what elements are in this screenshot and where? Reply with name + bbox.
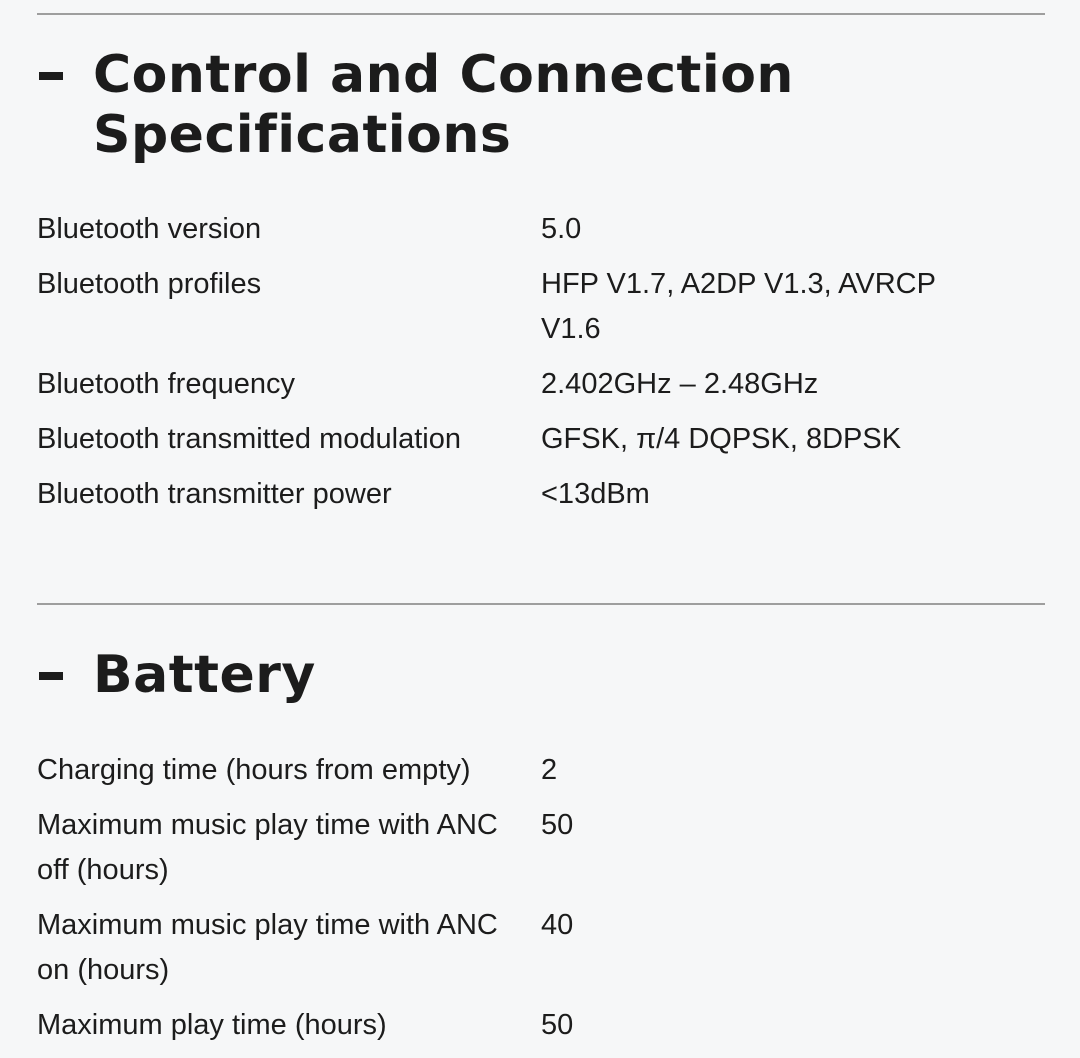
spec-value: HFP V1.7, A2DP V1.3, AVRCP V1.6 [541,268,936,345]
spec-label: Maximum music play time with ANC off (hours) [37,809,498,886]
spec-label: Bluetooth transmitter power [37,478,392,510]
spec-label: Bluetooth transmitted modulation [37,423,461,455]
spec-value: 2.402GHz – 2.48GHz [541,368,819,400]
spec-label: Bluetooth version [37,213,262,245]
spec-table [37,207,1045,517]
minus-icon [39,672,63,680]
spec-label: Bluetooth profiles [37,268,262,300]
spec-row [37,362,1045,407]
section-title [93,45,794,165]
spec-value: 50 [541,1009,574,1041]
spec-row [37,748,1045,793]
spec-value: GFSK, π/4 DQPSK, 8DPSK [541,423,902,455]
spec-row [37,803,1045,893]
spec-value: 2 [541,754,558,786]
section-divider [37,13,1045,15]
section-title-line1: Battery [93,645,316,705]
section-title-line2: Specifications [93,105,512,165]
spec-row [37,1003,1045,1048]
section-title [93,645,316,705]
spec-value: 40 [541,909,574,941]
spec-row [37,903,1045,993]
spec-table [37,748,1045,1048]
spec-row [37,207,1045,252]
spec-value: <13dBm [541,478,650,510]
control-connection-section [37,0,1045,517]
minus-icon [39,72,63,80]
spec-label: Maximum play time (hours) [37,1009,387,1041]
section-header[interactable] [37,645,1045,705]
section-divider [37,603,1045,605]
spec-page [37,0,1045,1041]
spec-label: Charging time (hours from empty) [37,754,471,786]
spec-value: 5.0 [541,213,582,245]
spec-row [37,472,1045,517]
spec-label: Bluetooth frequency [37,368,295,400]
section-header[interactable] [37,45,1045,165]
section-title-line1: Control and Connection [93,45,794,105]
spec-row [37,262,1045,352]
collapse-toggle-icon[interactable] [37,645,93,705]
collapse-toggle-icon[interactable] [37,45,93,105]
spec-label: Maximum music play time with ANC on (hours) [37,909,498,986]
battery-section [37,603,1045,1058]
spec-row [37,417,1045,462]
spec-value: 50 [541,809,574,841]
